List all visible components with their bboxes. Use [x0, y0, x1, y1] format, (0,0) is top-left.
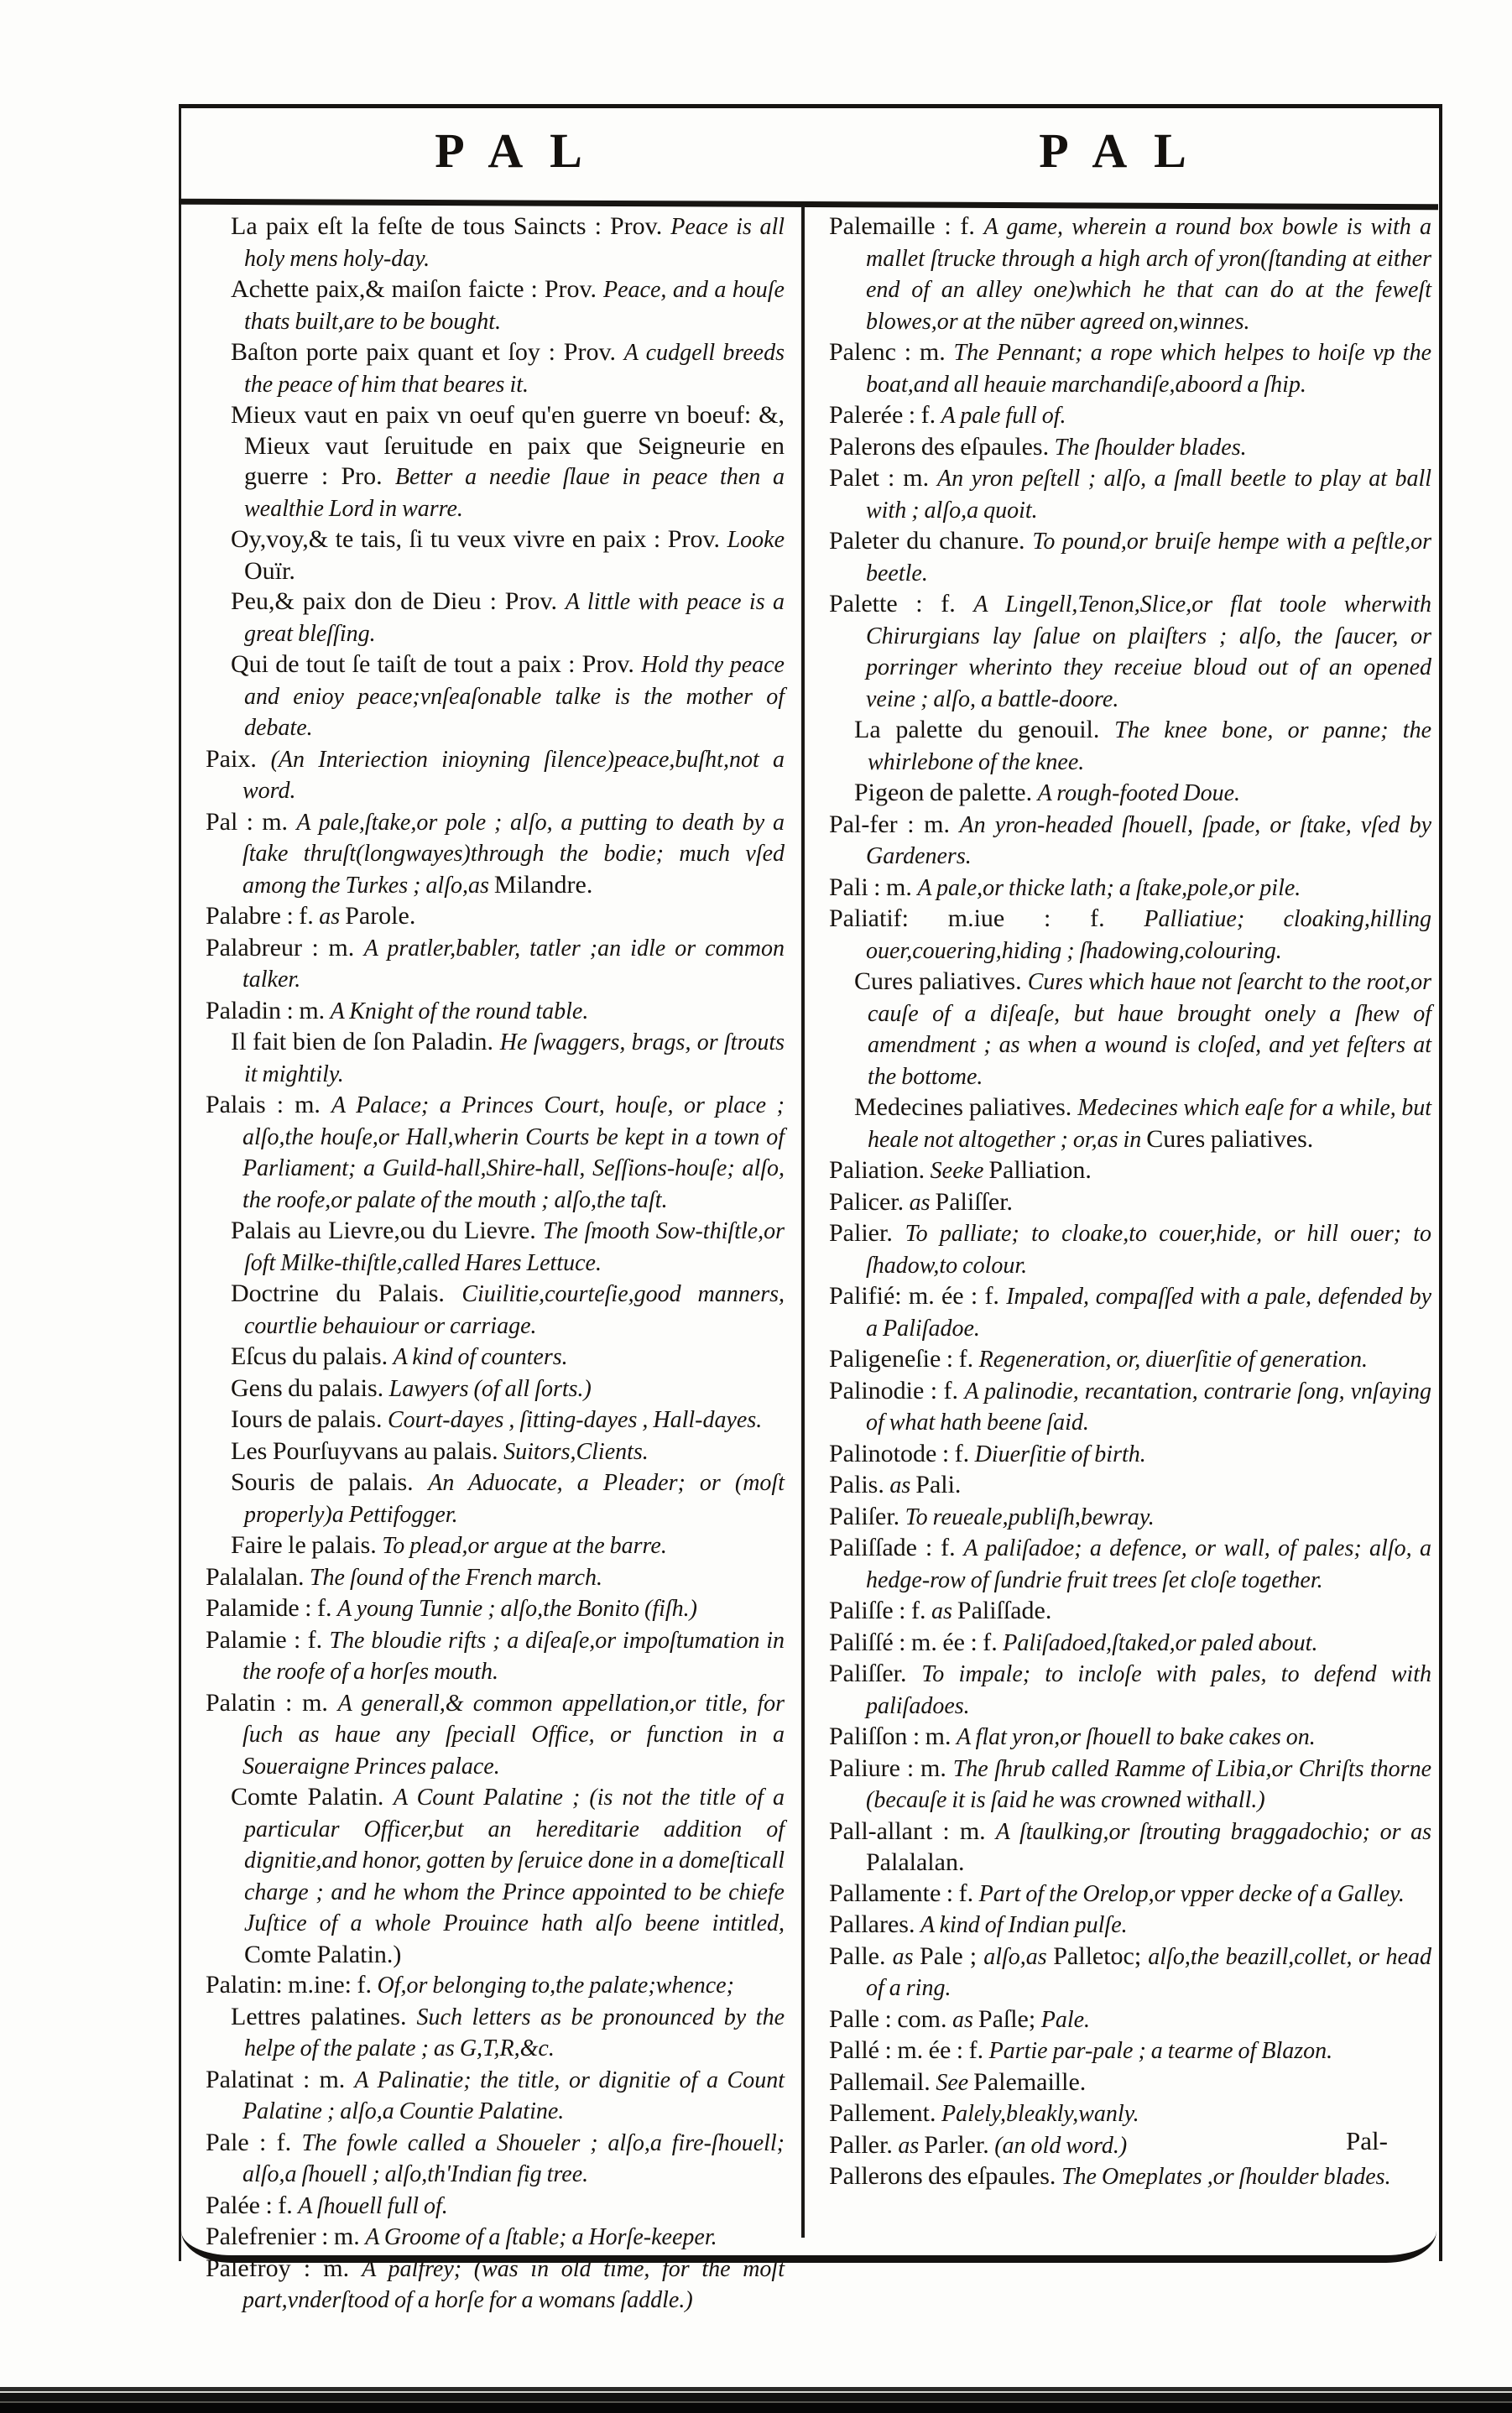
entry-definition: Palliatiue; cloaking,hilling ouer,couering,hiding ; ſhadowing,colouring. [866, 906, 1431, 964]
dictionary-entry [829, 904, 1431, 967]
entry-headword: Pallamente : f. [829, 1879, 979, 1907]
entry-headword: Palle : com. [829, 2004, 952, 2033]
entry-definition: as [898, 2132, 925, 2159]
entry-headword: Pallement. [829, 2099, 941, 2127]
entry-definition: alſo,as [983, 1943, 1054, 1970]
entry-definition: Hold thy peace and enioy peace;vnſeaſonable talke is the mother of debate. [244, 652, 785, 741]
entry-definition: Lawyers (of all ſorts.) [388, 1375, 592, 1402]
entry-definition: A generall,& common appellation,or title, for ſuch as haue any ſpeciall Office, or function in a Soueraigne Princes palace. [242, 1690, 785, 1780]
scan-artifact-bars [0, 2385, 1512, 2413]
dictionary-entry [206, 1090, 785, 1216]
dictionary-entry [829, 873, 1431, 904]
entry-definition: The bloudie rifts ; a diſeaſe,or impoſtumation in the roofe of a horſes mouth. [242, 1627, 785, 1685]
dictionary-entry [829, 526, 1431, 589]
entry-definition: To palliate; to cloake,to couer,hide, or hill ouer; to ſhadow,to colour. [866, 1221, 1431, 1279]
entry-definition: See [936, 2069, 974, 2096]
entry-definition: Impaled, compaſſed with a pale, defended by a Paliſadoe. [866, 1284, 1431, 1342]
entry-headword: Pal : m. [206, 807, 297, 836]
entry-headword: Paller. [829, 2130, 899, 2159]
dictionary-entry [206, 586, 785, 649]
entry-definition: Better a needie ſlaue in peace then a wealthie Lord in warre. [244, 464, 785, 522]
entry-headword: Les Pourſuyvans au palais. [231, 1436, 504, 1465]
entry-definition: A ſhouell full of. [298, 2192, 448, 2219]
entry-definition: Looke [727, 527, 785, 553]
dictionary-entry [206, 1625, 785, 1688]
entry-headword: Palée : f. [206, 2191, 299, 2219]
column-right [829, 211, 1431, 2193]
entry-definition: The ſhoulder blades. [1054, 434, 1247, 461]
entry-definition: (an old word.) [994, 2132, 1128, 2159]
entry-headword: Eſcus du palais. [231, 1342, 394, 1370]
entry-headword: Palalalan. [206, 1562, 310, 1591]
entry-definition: Of,or belonging to,the palate;whence; [377, 1973, 734, 1999]
dictionary-entry [829, 1218, 1431, 1281]
entry-definition: The ſound of the French march. [309, 1564, 603, 1591]
column-divider-rule [801, 207, 805, 2238]
entry-headword: Oy,voy,& te tais, ſi tu veux vivre en paix : Prov. [231, 525, 727, 553]
running-head-right: PAL [1039, 123, 1213, 178]
dictionary-entry [206, 1279, 785, 1342]
dictionary-entry [206, 400, 785, 524]
entry-definition: A palinodie, recantation, contrarie ſong, vnſaying of what hath beene ſaid. [866, 1378, 1431, 1436]
dictionary-entry [206, 2191, 785, 2223]
entry-definition: To reueale,publiſh,bewray. [905, 1504, 1155, 1530]
entry-headword: Paix. [206, 744, 271, 773]
dictionary-entry [829, 211, 1431, 337]
entry-headword: Paliſſon : m. [829, 1722, 957, 1750]
entry-headword: Palatin : m. [206, 1688, 338, 1717]
entry-definition: Regeneration, or, diuerſitie of generation. [978, 1347, 1368, 1373]
entry-definition: as [909, 1189, 936, 1216]
entry-headword: Paladin : m. [206, 996, 331, 1024]
entry-headword: Palinodie : f. [829, 1376, 965, 1405]
entry-definition: The ſmooth Sow-thiſtle,or ſoft Milke-thiſtle,called Hares Lettuce. [244, 1218, 785, 1276]
entry-headword: Palis. [829, 1471, 890, 1498]
dictionary-entry [206, 1782, 785, 1970]
dictionary-entry [206, 337, 785, 400]
entry-headword: Pallemail. [829, 2067, 936, 2096]
entry-definition: A young Tunnie ; alſo,the Bonito (fiſh.) [336, 1596, 697, 1622]
entry-headword: Palier. [829, 1219, 905, 1247]
dictionary-entry [206, 1216, 785, 1279]
dictionary-entry [829, 1376, 1431, 1439]
entry-definition: Court-dayes , ſitting-dayes , Hall-dayes. [387, 1407, 763, 1433]
dictionary-entry [206, 649, 785, 744]
entry-definition: Palely,bleakly,wanly. [941, 2101, 1139, 2127]
entry-headword: Pale : f. [206, 2128, 302, 2156]
entry-headword: Pall-allant : m. [829, 1816, 996, 1845]
dictionary-entry [206, 1027, 785, 1090]
entry-headword: Palalalan. [866, 1848, 965, 1876]
entry-headword: Palabreur : m. [206, 933, 364, 962]
entry-definition: To plead,or argue at the barre. [382, 1533, 667, 1559]
dictionary-entry [206, 1593, 785, 1625]
entry-definition: A kind of Indian pulſe. [920, 1912, 1128, 1938]
entry-headword: Qui de tout ſe taiſt de tout a paix : Prov. [231, 650, 642, 678]
entry-headword: Palletoc; [1053, 1941, 1149, 1970]
entry-definition: A Palinatie; the title, or dignitie of a Count Palatine ; alſo,a Countie Palatine. [242, 2066, 785, 2124]
entry-headword: Milandre. [493, 870, 593, 899]
entry-headword: Paliure : m. [829, 1754, 953, 1782]
entry-headword: La paix eſt la feſte de tous Saincts : Prov. [231, 212, 671, 240]
entry-headword: Peu,& paix don de Dieu : Prov. [231, 587, 566, 615]
entry-definition: Ciuilitie,courteſie,good manners, courtlie behauiour or carriage. [244, 1281, 785, 1339]
dictionary-entry [829, 1470, 1431, 1502]
dictionary-entry [206, 1467, 785, 1530]
entry-headword: Palefrenier : m. [206, 2223, 366, 2250]
entry-definition: A Groome of a ſtable; a Horſe-keeper. [365, 2224, 717, 2250]
dictionary-entry [206, 1436, 785, 1468]
dictionary-entry [829, 1722, 1431, 1754]
entry-headword: Palais : m. [206, 1091, 331, 1118]
dictionary-entry [829, 432, 1431, 464]
catchword: Pal- [1346, 2126, 1388, 2155]
dictionary-entry [206, 1562, 785, 1594]
entry-headword: Palemaille : f. [829, 212, 984, 240]
dictionary-entry [829, 1879, 1431, 1910]
entry-headword: Palenc : m. [829, 338, 954, 366]
entry-headword: Pali. [915, 1471, 962, 1498]
entry-headword: Pallé : m. ée : f. [829, 2036, 989, 2064]
entry-definition: Partie par-pale ; a tearme of Blazon. [988, 2038, 1333, 2064]
dictionary-entry [829, 1155, 1431, 1187]
entry-definition: A palfrey; (was in old time, for the moſt part,vnderſtood of a horſe for a womans ſaddle.) [242, 2255, 785, 2313]
entry-definition: as [889, 1472, 916, 1498]
dictionary-entry [206, 211, 785, 274]
entry-definition: Peace is all holy mens holy-day. [244, 214, 785, 272]
dictionary-entry [829, 1187, 1431, 1219]
entry-definition: A pale,ſtake,or pole ; alſo, a putting to death by a ſtake thruſt(longwayes)through the bodie; much vſed among the Turkes ; alſo,as [242, 809, 785, 899]
entry-headword: Pali : m. [829, 873, 918, 901]
dictionary-entry [829, 2161, 1431, 2193]
entry-headword: Paleter du chanure. [829, 527, 1033, 555]
dictionary-entry [206, 2222, 785, 2254]
entry-headword: Paliſer. [829, 1502, 905, 1530]
entry-definition: (An Interiection inioyning ſilence)peace,buſht,not a word. [242, 746, 785, 804]
entry-definition: A rough-footed Doue. [1037, 780, 1241, 806]
entry-headword: Palais au Lievre,ou du Lievre. [231, 1217, 543, 1244]
dictionary-entry [206, 1405, 785, 1436]
entry-definition: Pale. [1040, 2006, 1091, 2033]
entry-headword: Pigeon de palette. [854, 779, 1038, 806]
entry-definition: To impale; to incloſe with pales, to defend with paliſadoes. [866, 1661, 1431, 1719]
dictionary-entry [829, 778, 1431, 810]
dictionary-entry [206, 2254, 785, 2317]
entry-definition: A ſtaulking,or ſtrouting braggadochio; or as [995, 1818, 1431, 1845]
entry-headword: Parler. [924, 2130, 995, 2159]
entry-headword: Palefroy : m. [206, 2254, 362, 2282]
entry-headword: Palicer. [829, 1187, 910, 1216]
entry-definition: as [931, 1598, 957, 1624]
dictionary-entry [206, 933, 785, 996]
entry-headword: Gens du palais. [231, 1373, 389, 1402]
entry-headword: Ouïr. [244, 556, 295, 585]
dictionary-entry [829, 1439, 1431, 1471]
dictionary-entry [829, 1910, 1431, 1941]
dictionary-entry [829, 1092, 1431, 1155]
entry-definition: as [319, 904, 346, 930]
entry-definition: alſo,the beazill,collet, or head of a ring. [866, 1943, 1431, 2001]
entry-headword: Palemaille. [973, 2067, 1087, 2096]
dictionary-entry [829, 2004, 1431, 2036]
entry-headword: Palle. [829, 1941, 893, 1970]
dictionary-entry [206, 2128, 785, 2191]
dictionary-entry [206, 1970, 785, 2002]
dictionary-entry [829, 1628, 1431, 1660]
entry-definition: The Pennant; a rope which helpes to hoiſe vp the boat,and all heauie marchandiſe,aboord a ſhip. [866, 340, 1431, 398]
entry-definition: Paliſadoed,ſtaked,or paled about. [1003, 1629, 1318, 1656]
entry-headword: Palamie : f. [206, 1625, 330, 1654]
entry-headword: Paliſſe : f. [829, 1597, 931, 1624]
dictionary-entry [206, 807, 785, 902]
dictionary-entry [829, 1754, 1431, 1816]
entry-headword: Paliation. [829, 1156, 931, 1184]
dictionary-entry [829, 1344, 1431, 1376]
dictionary-entry [829, 1502, 1431, 1534]
dictionary-entry [206, 2065, 785, 2128]
entry-definition: A pratler,babler, tatler ;an idle or common talker. [242, 935, 785, 993]
entry-headword: Paligeneſie : f. [829, 1345, 979, 1373]
entry-definition: An yron peſtell ; alſo, a ſmall beetle to play at ball with ; alſo,a quoit. [866, 466, 1432, 524]
entry-headword: Palerée : f. [829, 401, 941, 429]
entry-headword: Pallares. [829, 1910, 920, 1938]
entry-headword: Paliſſé : m. ée : f. [829, 1628, 1004, 1656]
entry-definition: The knee bone, or panne; the whirlebone of the knee. [868, 717, 1431, 775]
entry-definition: The fowle called a Shoueler ; alſo,a fire-ſhouell; alſo,a ſhouell ; alſo,th'Indian fig tree. [242, 2129, 785, 2187]
entry-headword: Parole. [345, 902, 416, 930]
dictionary-entry [206, 1530, 785, 1562]
entry-definition: To pound,or bruiſe hempe with a peſtle,or beetle. [866, 529, 1431, 586]
entry-definition: The Omeplates ,or ſhoulder blades. [1061, 2164, 1391, 2190]
entry-headword: Comte Palatin.) [244, 1940, 402, 1968]
dictionary-entry [206, 996, 785, 1028]
dictionary-entry [829, 463, 1431, 526]
dictionary-entry [829, 2098, 1431, 2130]
entry-definition: The ſhrub called Ramme of Libia,or Chriſts thorne (becauſe it is ſaid he was crowned withall.) [866, 1755, 1431, 1813]
dictionary-entry [829, 1533, 1431, 1596]
entry-headword: Palette : f. [829, 590, 974, 618]
entry-headword: Palatin: m.ine: f. [206, 1971, 378, 1999]
entry-definition: A Knight of the round table. [330, 998, 589, 1024]
entry-headword: Achette paix,& maiſon faicte : Prov. [231, 275, 604, 303]
entry-definition: A pale full of. [941, 403, 1066, 429]
entry-headword: Baſton porte paix quant et ſoy : Prov. [231, 338, 624, 366]
entry-headword: Paliſſer. [935, 1187, 1014, 1216]
entry-headword: Palet : m. [829, 464, 938, 492]
dictionary-entry [829, 337, 1431, 400]
dictionary-entry [829, 810, 1431, 873]
entry-headword: Palinotode : f. [829, 1439, 975, 1467]
dictionary-entry [829, 1281, 1431, 1344]
entry-definition: Seeke [930, 1158, 989, 1184]
dictionary-entry [829, 1941, 1431, 2004]
entry-definition: A little with peace is a great bleſſing. [244, 589, 785, 647]
entry-headword: Palerons des eſpaules. [829, 432, 1055, 461]
dictionary-entry [829, 1596, 1431, 1628]
entry-definition: He ſwaggers, brags, or ſtrouts it mightily. [244, 1029, 785, 1087]
dictionary-entry [829, 1659, 1431, 1722]
entry-headword: Souris de palais. [231, 1468, 429, 1496]
running-head-left: PAL [435, 123, 609, 178]
entry-definition: A game, wherein a round box bowle is with a mallet ſtrucke through a high arch of yron(ſtanding at either end of an alley one)which he that can do at the feweſt blowes,or at the nūber agreed on,winnes. [866, 214, 1431, 335]
entry-headword: Palamide : f. [206, 1594, 337, 1622]
entry-headword: Cures paliatives. [1146, 1124, 1314, 1153]
dictionary-entry [829, 2067, 1431, 2099]
entry-definition: A cudgell breeds the peace of him that beares it. [244, 340, 785, 398]
dictionary-entry [829, 589, 1431, 715]
dictionary-entry [206, 2002, 785, 2065]
entry-headword: Paſle; [978, 2004, 1041, 2033]
entry-definition: A pale,or thicke lath; a ſtake,pole,or pile. [917, 874, 1301, 901]
entry-definition: An yron-headed ſhouell, ſpade, or ſtake, vſed by Gardeners. [866, 811, 1431, 869]
entry-definition: Part of the Orelop,or vpper decke of a Galley. [978, 1880, 1405, 1907]
column-left [206, 211, 785, 2317]
entry-headword: Mieux vaut en paix vn oeuf qu'en guerre vn boeuf: &, Mieux vaut ſeruitude en paix que Seigneurie en guerre : Pro. [231, 401, 785, 490]
entry-definition: An Aduocate, a Pleader; or (moſt properly)a Pettifogger. [244, 1470, 785, 1528]
dictionary-entry [829, 1816, 1431, 1879]
entry-headword: Palifié: m. ée : f. [829, 1282, 1007, 1310]
entry-headword: Palabre : f. [206, 902, 320, 930]
dictionary-entry [206, 1373, 785, 1405]
entry-headword: La palette du genouil. [854, 716, 1115, 743]
entry-headword: Palatinat : m. [206, 2065, 355, 2093]
entry-headword: Cures paliatives. [854, 967, 1028, 995]
dictionary-entry [206, 1688, 785, 1783]
entry-headword: Paliſſer. [829, 1660, 922, 1687]
entry-definition: A Palace; a Princes Court, houſe, or place ; alſo,the houſe,or Hall,wherin Courts be kept in a town of Parliament; a Guild-hall,Shire-hall, Seſſions-houſe; alſo, the roofe,or palate of the mouth ; alſo,the taſt. [242, 1092, 785, 1213]
dictionary-entry [206, 901, 785, 933]
entry-headword: Paliſſade : f. [829, 1534, 964, 1561]
entry-headword: Faire le palais. [231, 1531, 383, 1559]
entry-definition: A Count Palatine ; (is not the title of a particular Officer,but an hereditarie addition of dignitie,and honor, gotten by ſeruice done in a domeſticall charge ; and he whom the Prince appointed to be chiefe Juſtice of a whole Prouince hath alſo beene intitled, [244, 1785, 785, 1936]
entry-headword: Pale ; [920, 1941, 984, 1970]
entry-definition: Diuerſitie of birth. [974, 1441, 1146, 1467]
entry-headword: Il fait bien de ſon Paladin. [231, 1028, 500, 1055]
entry-definition: as [952, 2006, 978, 2033]
entry-definition: Medecines which eaſe for a while, but heale not altogether ; or,as in [868, 1095, 1431, 1153]
entry-definition: A paliſadoe; a defence, or wall, of pales; alſo, a hedge-row of ſundrie fruit trees ſet cloſe together. [866, 1535, 1431, 1593]
dictionary-entry [829, 2035, 1431, 2067]
entry-definition: Such letters as be pronounced by the helpe of the palate ; as G,T,R,&c. [244, 2004, 785, 2061]
entry-headword: Lettres palatines. [231, 2002, 417, 2030]
entry-definition: A Lingell,Tenon,Slice,or flat toole wherwith Chirurgians lay ſalue on plaiſters ; alſo, the ſaucer, or porringer wherinto they receiue bloud out of an opened veine ; alſo, a battle-doore. [866, 592, 1432, 712]
entry-definition: as [892, 1943, 920, 1970]
dictionary-entry [206, 274, 785, 337]
dictionary-entry [829, 967, 1431, 1092]
entry-headword: Doctrine du Palais. [231, 1279, 462, 1307]
entry-headword: Paliſſade. [957, 1597, 1052, 1624]
dictionary-entry [206, 524, 785, 586]
entry-headword: Paliatif: m.iue : f. [829, 904, 1144, 932]
entry-definition: Suitors,Clients. [503, 1438, 649, 1465]
dictionary-entry [829, 2130, 1431, 2162]
dictionary-entry [829, 715, 1431, 778]
dictionary-entry [206, 1342, 785, 1373]
entry-headword: Pal-fer : m. [829, 810, 960, 838]
entry-headword: Palliation. [988, 1156, 1092, 1184]
entry-definition: A flat yron,or ſhouell to bake cakes on. [957, 1724, 1316, 1750]
entry-definition: Cures which haue not ſearcht to the root,or cauſe of a diſeaſe, but haue brought onely a ſhew of amendment ; as when a wound is cloſed, and yet feſters at the bottome. [868, 969, 1431, 1090]
dictionary-entry [829, 400, 1431, 432]
entry-headword: Iours de palais. [231, 1405, 388, 1433]
entry-headword: Comte Palatin. [231, 1783, 394, 1811]
entry-definition: A kind of counters. [393, 1344, 568, 1370]
entry-headword: Medecines paliatives. [854, 1093, 1078, 1121]
entry-headword: Pallerons des eſpaules. [829, 2162, 1061, 2190]
entry-definition: Peace, and a houſe thats built,are to be bought. [244, 277, 785, 335]
dictionary-entry [206, 744, 785, 807]
